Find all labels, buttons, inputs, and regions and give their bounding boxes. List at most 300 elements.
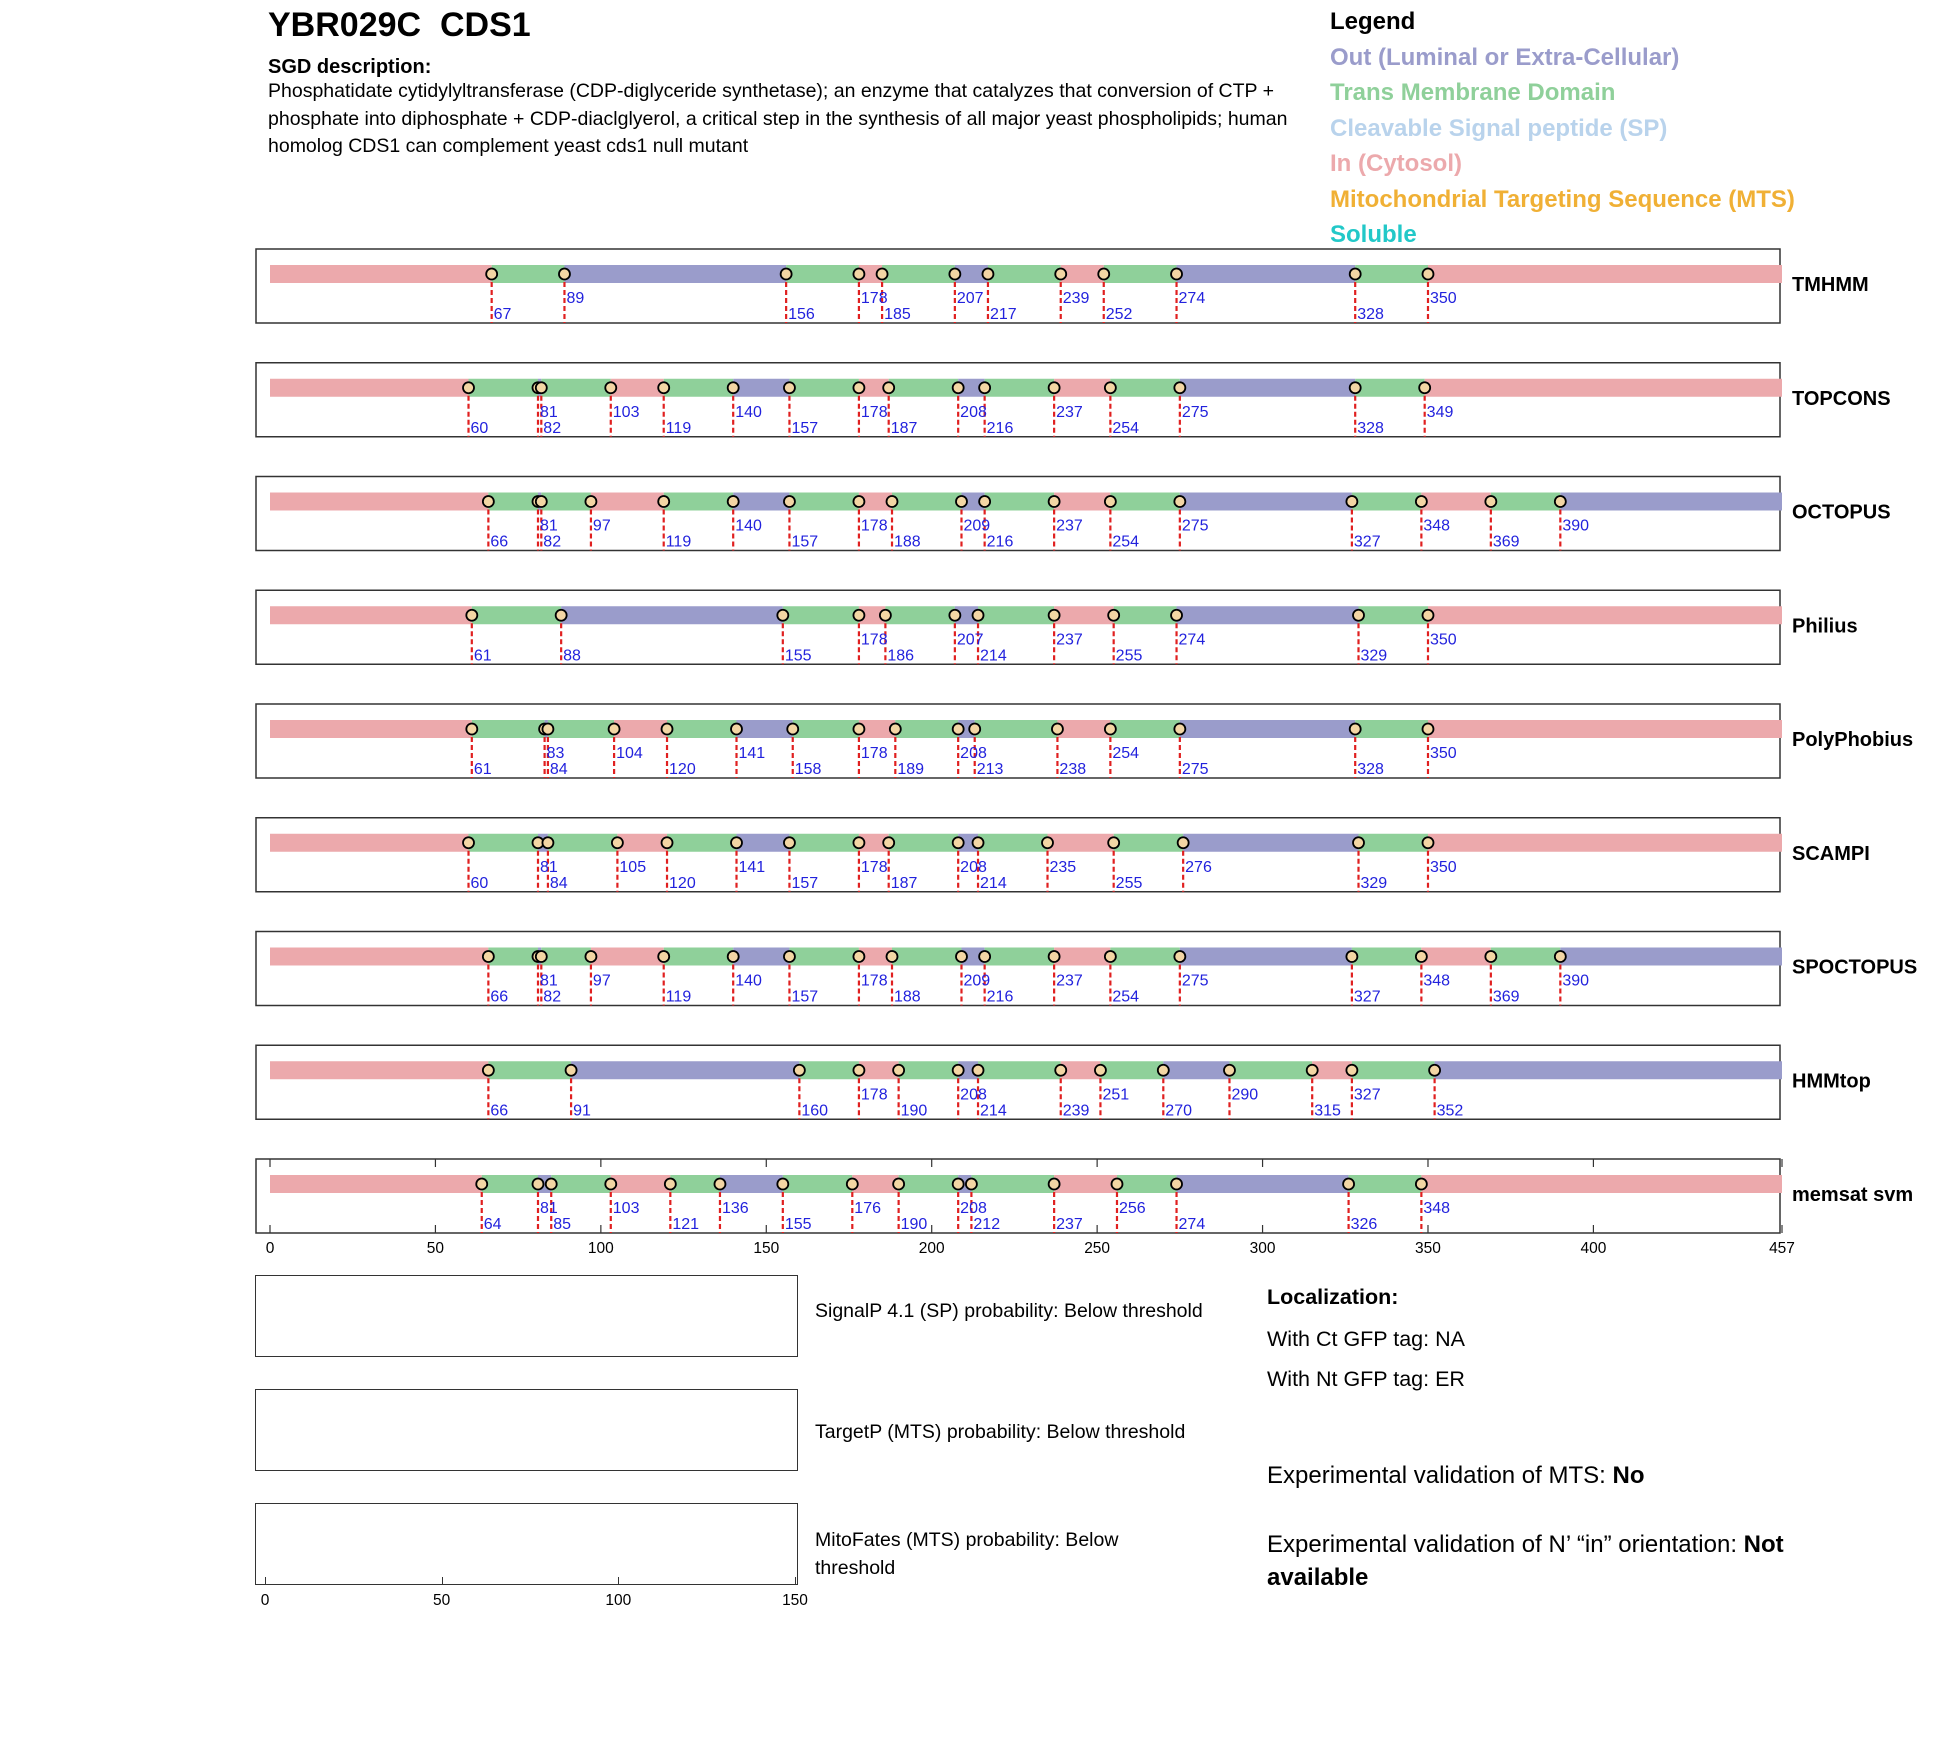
segment-memsat-svm-16 — [1421, 1175, 1782, 1193]
segment-tmhmm-5 — [882, 265, 955, 283]
segment-memsat-svm-14 — [1177, 1175, 1349, 1193]
boundary-number-polyphobius-13: 275 — [1181, 761, 1209, 778]
segment-octopus-11 — [985, 493, 1054, 511]
track-label-spoctopus: SPOCTOPUS — [1792, 956, 1918, 979]
boundary-number-spoctopus-11: 237 — [1056, 972, 1083, 990]
boundary-number-scampi-3: 105 — [619, 858, 647, 876]
boundary-marker-spoctopus-15 — [1416, 951, 1427, 962]
segment-hmmtop-11 — [1229, 1061, 1312, 1079]
track-frame-tmhmm — [256, 249, 1780, 323]
boundary-number-scampi-6: 157 — [791, 874, 819, 892]
boundary-marker-scampi-10 — [973, 837, 984, 848]
sgd-description-text: Phosphatidate cytidylyltransferase (CDP-diglyceride synthetase); an enzyme that catalyzes that conversion of CTP + phosphate into diphosphate + CDP-diaclglyerol, a critical step in the synthesis of all major yeast phospholipids; human homolog CDS1 can complement yeast cds1 null mutant — [268, 80, 1288, 157]
boundary-marker-memsat-svm-10 — [966, 1179, 977, 1190]
targetp-label: TargetP (MTS) probability: Below threshold — [815, 1421, 1186, 1443]
track-label-octopus: OCTOPUS — [1792, 501, 1891, 524]
segment-topcons-13 — [1110, 379, 1179, 397]
boundary-number-tmhmm-7: 239 — [1062, 290, 1090, 307]
experimental-orientation-value: Not available — [1267, 1531, 1784, 1591]
boundary-number-polyphobius-2: 84 — [549, 761, 568, 778]
boundary-number-tmhmm-6: 217 — [989, 306, 1017, 323]
segment-spoctopus-14 — [1180, 948, 1352, 966]
segment-topcons-4 — [611, 379, 664, 397]
boundary-number-spoctopus-9: 209 — [963, 972, 991, 990]
boundary-marker-spoctopus-17 — [1555, 951, 1566, 962]
boundary-marker-spoctopus-4 — [658, 951, 669, 962]
boundary-number-memsat-svm-0: 64 — [483, 1216, 502, 1233]
boundary-number-polyphobius-15: 350 — [1429, 745, 1457, 762]
segment-polyphobius-15 — [1355, 720, 1428, 738]
boundary-number-hmmtop-7: 239 — [1062, 1102, 1090, 1120]
track-label-scampi: SCAMPI — [1792, 842, 1870, 865]
segment-scampi-7 — [789, 834, 858, 852]
segment-spoctopus-13 — [1110, 948, 1179, 966]
boundary-number-tmhmm-1: 89 — [566, 290, 585, 307]
segment-octopus-6 — [733, 493, 789, 511]
boundary-marker-spoctopus-12 — [1105, 951, 1116, 962]
boundary-number-philius-6: 214 — [980, 647, 1007, 665]
segment-spoctopus-17 — [1491, 948, 1560, 966]
boundary-number-hmmtop-13: 352 — [1436, 1102, 1464, 1120]
boundary-number-tmhmm-4: 185 — [884, 306, 911, 323]
gene-title: YBR029C CDS1 — [268, 6, 531, 44]
boundary-number-octopus-6: 157 — [791, 533, 819, 551]
boundary-number-topcons-0: 60 — [470, 419, 489, 437]
boundary-number-memsat-svm-5: 136 — [721, 1200, 749, 1217]
axis-tick-label-3: 150 — [753, 1240, 780, 1257]
boundary-marker-polyphobius-13 — [1174, 724, 1185, 735]
segment-polyphobius-0 — [270, 720, 472, 738]
boundary-marker-memsat-svm-8 — [893, 1179, 904, 1190]
segment-spoctopus-11 — [985, 948, 1054, 966]
boundary-number-hmmtop-2: 160 — [801, 1102, 829, 1120]
boundary-marker-tmhmm-4 — [877, 269, 888, 280]
legend-item-tm: Trans Membrane Domain — [1330, 79, 1616, 106]
boundary-number-spoctopus-8: 188 — [894, 988, 921, 1006]
segment-memsat-svm-3 — [551, 1175, 611, 1193]
segment-topcons-7 — [789, 379, 858, 397]
segment-topcons-15 — [1355, 379, 1424, 397]
boundary-number-scampi-11: 235 — [1049, 858, 1077, 876]
localization-nt-gfp: With Nt GFP tag: ER — [1267, 1367, 1465, 1391]
boundary-number-spoctopus-14: 327 — [1353, 988, 1381, 1006]
boundary-number-tmhmm-5: 207 — [956, 290, 984, 307]
boundary-number-polyphobius-10: 213 — [976, 761, 1004, 778]
experimental-mts-label: Experimental validation of MTS: — [1267, 1462, 1613, 1489]
prediction-axis-label-1: 50 — [433, 1592, 451, 1609]
segment-scampi-12 — [1048, 834, 1114, 852]
boundary-marker-spoctopus-14 — [1346, 951, 1357, 962]
boundary-number-topcons-10: 216 — [986, 419, 1014, 437]
boundary-number-spoctopus-12: 254 — [1112, 988, 1140, 1006]
segment-polyphobius-7 — [793, 720, 859, 738]
boundary-marker-memsat-svm-6 — [777, 1179, 788, 1190]
boundary-marker-polyphobius-5 — [731, 724, 742, 735]
axis-tick-label-1: 50 — [426, 1240, 445, 1257]
boundary-number-scampi-2: 84 — [549, 874, 568, 892]
boundary-number-philius-8: 255 — [1115, 647, 1143, 665]
axis-tick-label-2: 100 — [587, 1240, 614, 1257]
boundary-marker-tmhmm-10 — [1350, 269, 1361, 280]
segment-philius-9 — [1114, 606, 1177, 624]
track-frame-spoctopus — [256, 932, 1780, 1006]
boundary-marker-scampi-11 — [1042, 837, 1053, 848]
experimental-mts-value: No — [1612, 1462, 1645, 1489]
boundary-number-philius-7: 237 — [1056, 631, 1083, 649]
boundary-marker-octopus-5 — [728, 496, 739, 507]
segment-memsat-svm-11 — [971, 1175, 1054, 1193]
segment-philius-3 — [783, 606, 859, 624]
boundary-number-spoctopus-1: 81 — [539, 972, 558, 990]
boundary-marker-spoctopus-0 — [483, 951, 494, 962]
track-label-memsat-svm: memsat svm — [1792, 1184, 1914, 1206]
boundary-number-spoctopus-0: 66 — [490, 988, 509, 1006]
segment-hmmtop-0 — [270, 1061, 488, 1079]
boundary-marker-topcons-12 — [1105, 382, 1116, 393]
mitofates-label: MitoFates (MTS) probability: Below threshold — [815, 1529, 1119, 1579]
boundary-number-octopus-2: 82 — [543, 533, 562, 551]
boundary-marker-octopus-13 — [1174, 496, 1185, 507]
segment-octopus-1 — [488, 493, 538, 511]
boundary-marker-scampi-0 — [463, 837, 474, 848]
boundary-marker-scampi-14 — [1353, 837, 1364, 848]
segment-polyphobius-6 — [737, 720, 793, 738]
boundary-number-topcons-13: 275 — [1181, 403, 1209, 421]
segment-tmhmm-11 — [1355, 265, 1428, 283]
segment-polyphobius-12 — [1057, 720, 1110, 738]
boundary-number-tmhmm-0: 67 — [493, 306, 512, 323]
prediction-axis-tick-0 — [265, 1577, 266, 1585]
boundary-number-hmmtop-8: 251 — [1102, 1086, 1130, 1104]
boundary-marker-polyphobius-8 — [890, 724, 901, 735]
segment-polyphobius-3 — [548, 720, 614, 738]
legend-item-out: Out (Luminal or Extra-Cellular) — [1330, 43, 1680, 71]
boundary-marker-polyphobius-14 — [1350, 724, 1361, 735]
boundary-number-spoctopus-5: 140 — [735, 972, 762, 990]
boundary-number-octopus-14: 327 — [1353, 533, 1381, 551]
segment-philius-7 — [978, 606, 1054, 624]
boundary-number-octopus-11: 237 — [1056, 517, 1083, 535]
boundary-marker-philius-6 — [973, 610, 984, 621]
boundary-number-topcons-3: 103 — [612, 403, 640, 421]
boundary-number-tmhmm-9: 274 — [1178, 290, 1206, 307]
segment-octopus-14 — [1180, 493, 1352, 511]
segment-polyphobius-1 — [472, 720, 545, 738]
segment-philius-0 — [270, 606, 472, 624]
boundary-marker-topcons-2 — [536, 382, 547, 393]
boundary-marker-octopus-8 — [887, 496, 898, 507]
segment-philius-5 — [885, 606, 954, 624]
track-label-tmhmm: TMHMM — [1792, 274, 1869, 296]
boundary-marker-octopus-14 — [1346, 496, 1357, 507]
boundary-marker-spoctopus-16 — [1485, 951, 1496, 962]
boundary-number-topcons-5: 140 — [735, 403, 762, 421]
boundary-marker-octopus-11 — [1049, 496, 1060, 507]
boundary-number-octopus-13: 275 — [1181, 517, 1209, 535]
boundary-number-philius-0: 61 — [473, 647, 492, 665]
segment-philius-12 — [1428, 606, 1782, 624]
boundary-marker-memsat-svm-2 — [546, 1179, 557, 1190]
boundary-marker-memsat-svm-14 — [1343, 1179, 1354, 1190]
boundary-number-scampi-5: 141 — [738, 858, 766, 876]
segment-spoctopus-6 — [733, 948, 789, 966]
boundary-marker-spoctopus-7 — [853, 951, 864, 962]
boundary-number-hmmtop-3: 178 — [860, 1086, 888, 1104]
segment-hmmtop-7 — [978, 1061, 1061, 1079]
boundary-number-topcons-11: 237 — [1056, 403, 1083, 421]
segment-topcons-1 — [469, 379, 538, 397]
segment-octopus-12 — [1054, 493, 1110, 511]
boundary-number-polyphobius-7: 178 — [860, 745, 888, 762]
boundary-number-memsat-svm-9: 208 — [960, 1200, 987, 1217]
boundary-marker-memsat-svm-13 — [1171, 1179, 1182, 1190]
boundary-number-scampi-10: 214 — [980, 874, 1007, 892]
boundary-marker-tmhmm-6 — [982, 269, 993, 280]
boundary-marker-scampi-12 — [1108, 837, 1119, 848]
segment-hmmtop-3 — [799, 1061, 859, 1079]
segment-spoctopus-0 — [270, 948, 488, 966]
boundary-number-spoctopus-2: 82 — [543, 988, 562, 1006]
segment-spoctopus-12 — [1054, 948, 1110, 966]
boundary-marker-hmmtop-8 — [1095, 1065, 1106, 1076]
boundary-marker-topcons-0 — [463, 382, 474, 393]
boundary-marker-philius-7 — [1049, 610, 1060, 621]
localization-title: Localization: — [1267, 1285, 1399, 1309]
boundary-marker-tmhmm-11 — [1422, 269, 1433, 280]
boundary-marker-octopus-3 — [585, 496, 596, 507]
boundary-number-hmmtop-0: 66 — [490, 1102, 509, 1120]
boundary-number-octopus-4: 119 — [665, 533, 692, 551]
boundary-number-memsat-svm-3: 103 — [612, 1200, 640, 1217]
segment-octopus-13 — [1110, 493, 1179, 511]
boundary-number-philius-11: 350 — [1429, 631, 1457, 649]
boundary-marker-philius-9 — [1171, 610, 1182, 621]
boundary-number-octopus-10: 216 — [986, 533, 1014, 551]
segment-scampi-13 — [1114, 834, 1183, 852]
boundary-marker-scampi-2 — [542, 837, 553, 848]
prediction-axis-label-2: 100 — [605, 1592, 632, 1609]
boundary-number-philius-2: 155 — [784, 647, 812, 665]
boundary-marker-topcons-7 — [853, 382, 864, 393]
prediction-axis-tick-2 — [618, 1577, 619, 1585]
boundary-marker-philius-2 — [777, 610, 788, 621]
segment-polyphobius-11 — [975, 720, 1058, 738]
segment-scampi-11 — [978, 834, 1047, 852]
boundary-marker-topcons-8 — [883, 382, 894, 393]
segment-spoctopus-9 — [892, 948, 961, 966]
boundary-number-tmhmm-11: 350 — [1429, 290, 1457, 307]
segment-philius-8 — [1054, 606, 1114, 624]
sgd-description-label: SGD description: — [268, 56, 432, 78]
boundary-number-scampi-9: 208 — [960, 858, 987, 876]
boundary-marker-spoctopus-5 — [728, 951, 739, 962]
segment-scampi-1 — [469, 834, 538, 852]
boundary-marker-polyphobius-11 — [1052, 724, 1063, 735]
segment-topcons-6 — [733, 379, 789, 397]
segment-spoctopus-1 — [488, 948, 538, 966]
segment-philius-11 — [1359, 606, 1428, 624]
segment-octopus-4 — [591, 493, 664, 511]
segment-philius-1 — [472, 606, 561, 624]
segment-memsat-svm-15 — [1349, 1175, 1422, 1193]
boundary-marker-spoctopus-9 — [956, 951, 967, 962]
boundary-marker-polyphobius-4 — [662, 724, 673, 735]
boundary-number-hmmtop-5: 208 — [960, 1086, 987, 1104]
segment-memsat-svm-5 — [670, 1175, 720, 1193]
boundary-marker-hmmtop-12 — [1346, 1065, 1357, 1076]
segment-scampi-4 — [617, 834, 667, 852]
segment-topcons-5 — [664, 379, 733, 397]
boundary-marker-scampi-9 — [953, 837, 964, 848]
boundary-number-scampi-7: 178 — [860, 858, 888, 876]
axis-tick-label-8: 400 — [1580, 1240, 1607, 1257]
boundary-number-octopus-1: 81 — [539, 517, 558, 535]
boundary-marker-hmmtop-4 — [893, 1065, 904, 1076]
boundary-marker-topcons-3 — [605, 382, 616, 393]
segment-octopus-16 — [1421, 493, 1490, 511]
segment-octopus-9 — [892, 493, 961, 511]
boundary-number-memsat-svm-4: 121 — [672, 1216, 700, 1233]
boundary-number-octopus-12: 254 — [1112, 533, 1140, 551]
boundary-number-spoctopus-13: 275 — [1181, 972, 1209, 990]
boundary-number-octopus-15: 348 — [1423, 517, 1451, 535]
boundary-marker-spoctopus-10 — [979, 951, 990, 962]
boundary-marker-spoctopus-3 — [585, 951, 596, 962]
axis-tick-label-7: 350 — [1415, 1240, 1441, 1257]
boundary-marker-octopus-7 — [853, 496, 864, 507]
boundary-marker-polyphobius-15 — [1422, 724, 1433, 735]
boundary-number-octopus-5: 140 — [735, 517, 762, 535]
boundary-marker-scampi-3 — [612, 837, 623, 848]
boundary-number-octopus-16: 369 — [1492, 533, 1520, 551]
boundary-marker-polyphobius-0 — [466, 724, 477, 735]
boundary-number-scampi-12: 255 — [1115, 874, 1143, 892]
boundary-number-polyphobius-4: 120 — [669, 761, 696, 778]
boundary-marker-topcons-14 — [1350, 382, 1361, 393]
segment-octopus-15 — [1352, 493, 1421, 511]
boundary-marker-hmmtop-6 — [973, 1065, 984, 1076]
boundary-marker-scampi-15 — [1422, 837, 1433, 848]
segment-hmmtop-13 — [1352, 1061, 1435, 1079]
boundary-number-topcons-14: 328 — [1357, 419, 1384, 437]
segment-scampi-6 — [737, 834, 790, 852]
segment-memsat-svm-13 — [1117, 1175, 1177, 1193]
boundary-marker-tmhmm-1 — [559, 269, 570, 280]
boundary-number-scampi-1: 81 — [539, 858, 558, 876]
legend-item-in: In (Cytosol) — [1330, 150, 1462, 177]
boundary-marker-tmhmm-2 — [781, 269, 792, 280]
boundary-number-topcons-6: 157 — [791, 419, 819, 437]
segment-memsat-svm-6 — [720, 1175, 783, 1193]
segment-topcons-11 — [985, 379, 1054, 397]
signalp-label: SignalP 4.1 (SP) probability: Below threshold — [815, 1300, 1203, 1322]
boundary-number-hmmtop-12: 327 — [1353, 1086, 1381, 1104]
boundary-number-polyphobius-1: 83 — [546, 745, 565, 762]
segment-polyphobius-13 — [1110, 720, 1179, 738]
boundary-number-spoctopus-10: 216 — [986, 988, 1014, 1006]
segment-spoctopus-18 — [1560, 948, 1782, 966]
boundary-number-polyphobius-11: 238 — [1059, 761, 1087, 778]
boundary-marker-philius-11 — [1422, 610, 1433, 621]
localization-ct-gfp: With Ct GFP tag: NA — [1267, 1327, 1465, 1351]
boundary-marker-octopus-9 — [956, 496, 967, 507]
legend-item-soluble: Soluble — [1330, 221, 1417, 248]
axis-tick-label-4: 200 — [918, 1240, 945, 1257]
boundary-marker-octopus-17 — [1555, 496, 1566, 507]
segment-topcons-9 — [889, 379, 958, 397]
segment-scampi-14 — [1183, 834, 1358, 852]
boundary-marker-philius-4 — [880, 610, 891, 621]
boundary-number-topcons-9: 208 — [960, 403, 987, 421]
segment-scampi-16 — [1428, 834, 1782, 852]
localization-section — [1267, 1285, 1465, 1391]
boundary-marker-octopus-12 — [1105, 496, 1116, 507]
boundary-number-polyphobius-12: 254 — [1112, 745, 1140, 762]
segment-scampi-0 — [270, 834, 469, 852]
boundary-number-spoctopus-16: 369 — [1492, 988, 1520, 1006]
boundary-number-memsat-svm-1: 81 — [539, 1200, 558, 1217]
segment-memsat-svm-4 — [611, 1175, 671, 1193]
segment-spoctopus-4 — [591, 948, 664, 966]
segment-philius-2 — [561, 606, 783, 624]
boundary-marker-memsat-svm-4 — [665, 1179, 676, 1190]
boundary-number-octopus-7: 178 — [860, 517, 888, 535]
boundary-marker-tmhmm-5 — [949, 269, 960, 280]
legend-item-mts: Mitochondrial Targeting Sequence (MTS) — [1330, 185, 1795, 213]
boundary-marker-spoctopus-11 — [1049, 951, 1060, 962]
boundary-marker-octopus-16 — [1485, 496, 1496, 507]
boundary-number-spoctopus-6: 157 — [791, 988, 819, 1006]
boundary-number-scampi-8: 187 — [890, 874, 918, 892]
segment-tmhmm-0 — [270, 265, 492, 283]
boundary-number-memsat-svm-8: 190 — [900, 1216, 928, 1233]
boundary-number-hmmtop-9: 270 — [1165, 1102, 1193, 1120]
boundary-marker-philius-8 — [1108, 610, 1119, 621]
segment-polyphobius-5 — [667, 720, 736, 738]
boundary-number-memsat-svm-13: 274 — [1178, 1216, 1206, 1233]
boundary-marker-hmmtop-13 — [1429, 1065, 1440, 1076]
boundary-number-scampi-4: 120 — [669, 874, 696, 892]
segment-memsat-svm-1 — [482, 1175, 538, 1193]
track-frame-octopus — [256, 477, 1780, 551]
boundary-marker-topcons-11 — [1049, 382, 1060, 393]
segment-topcons-12 — [1054, 379, 1110, 397]
segment-memsat-svm-7 — [783, 1175, 852, 1193]
boundary-number-philius-4: 186 — [887, 647, 915, 665]
boundary-marker-polyphobius-3 — [609, 724, 620, 735]
boundary-marker-spoctopus-8 — [887, 951, 898, 962]
segment-spoctopus-15 — [1352, 948, 1421, 966]
boundary-marker-hmmtop-7 — [1055, 1065, 1066, 1076]
segment-memsat-svm-9 — [899, 1175, 959, 1193]
boundary-marker-hmmtop-9 — [1158, 1065, 1169, 1076]
segment-scampi-3 — [548, 834, 617, 852]
segment-tmhmm-9 — [1104, 265, 1177, 283]
segment-tmhmm-1 — [492, 265, 565, 283]
boundary-number-hmmtop-11: 315 — [1314, 1102, 1341, 1120]
boundary-marker-philius-10 — [1353, 610, 1364, 621]
segment-polyphobius-4 — [614, 720, 667, 738]
boundary-number-memsat-svm-10: 212 — [973, 1216, 1001, 1233]
segment-philius-10 — [1177, 606, 1359, 624]
experimental-orientation — [1267, 1528, 1887, 1594]
boundary-marker-philius-5 — [949, 610, 960, 621]
boundary-marker-topcons-15 — [1419, 382, 1430, 393]
boundary-number-octopus-9: 209 — [963, 517, 991, 535]
boundary-marker-hmmtop-10 — [1224, 1065, 1235, 1076]
boundary-number-octopus-3: 97 — [592, 517, 611, 535]
boundary-marker-topcons-5 — [728, 382, 739, 393]
